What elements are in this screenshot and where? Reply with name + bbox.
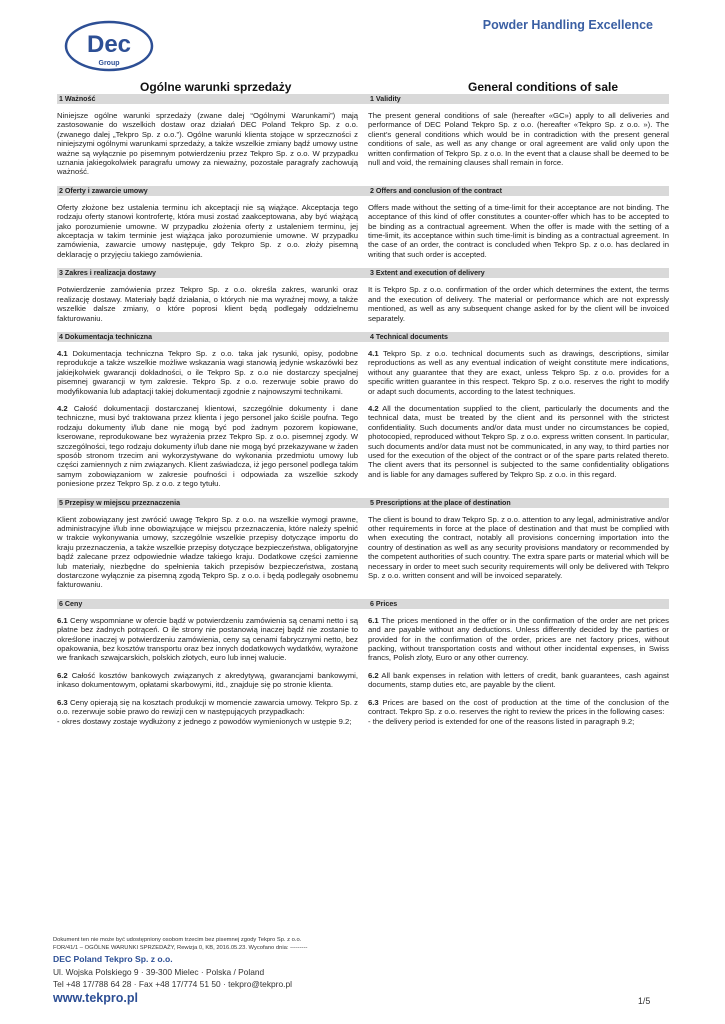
section-heading-en: 2 Offers and conclusion of the contract <box>370 186 503 195</box>
clause-paragraph: 4.1 Dokumentacja techniczna Tekpro Sp. z o.o. taka jak rysunki, opisy, podobne reprodukcje a także wszelkie możliwe wskazania wagi stanowią jedynie wskazówki bez jakiejkolwiek gwarancji dokładności, o ile Tekpro Sp. z o.o nie dostarczy specjalnej pisemnej gwarancji w tym zakresie. Tekpro Sp. z o.o. rezerwuje sobie prawo do modyfikowania lub adaptacji takiej dokumentacji zgodnie z najnowszymi technikami. <box>57 348 358 396</box>
section-heading-en: 4 Technical documents <box>370 332 448 341</box>
clause-paragraph: 6.1 The prices mentioned in the offer or in the confirmation of the order are net prices and are payable without any deductions. Unless differently decided by the parties or provided for in the confirmation of the order, prices are net factory prices, without packing, without transportation costs and without other incidental expenses, in Swiss francs, Polish zloty, Euro or any other currency. <box>368 615 669 663</box>
section-text-en <box>368 349 669 489</box>
section-text-pl <box>57 349 358 489</box>
section-heading-pl: 2 Oferty i zawarcie umowy <box>59 186 148 195</box>
section-heading-pl: 1 Ważność <box>59 95 96 103</box>
section-text-pl <box>57 515 358 590</box>
section-heading-en: 5 Prescriptions at the place of destination <box>370 498 511 507</box>
section-header-row <box>57 94 669 104</box>
section-text-pl <box>57 616 358 726</box>
section-heading-en: 1 Validity <box>370 95 401 103</box>
section-text-en <box>368 285 669 323</box>
clause-paragraph: 6.1 Ceny wspomniane w ofercie bądź w potwierdzeniu zamówienia są cenami netto i są płatne bez żadnych potrąceń. O ile strony nie postanowią inaczej bądź nie zostanie to określone inaczej w potwierdzeniu zamówienia, ceny są cenami fabrycznymi netto, bez opakowania, bez kosztów transportu oraz bez innych dodatkowych wydatków, wyrażone we frankach szwajcarskich, polskich złotych, euro lub innej walucie. <box>57 615 358 663</box>
website-link[interactable]: www.tekpro.pl <box>53 991 138 1005</box>
clause-number: 6.3 <box>368 697 379 707</box>
section-body-row <box>57 349 669 489</box>
company-address: Ul. Wojska Polskiego 9 · 39-300 Mielec · Polska / Poland <box>53 967 265 977</box>
section-text-en <box>368 515 669 590</box>
clause-paragraph: Potwierdzenie zamówienia przez Tekpro Sp. z o.o. określa zakres, warunki oraz realizację dostawy. Materiały bądź działania, o których nie ma wyraźnej mowy, a także wszelkie dalsze zmiany, o które poprosi klient będą podlegały oddzielnemu fakturowaniu. <box>57 285 358 323</box>
footer-notes <box>53 936 453 952</box>
clause-paragraph: Offers made without the setting of a time-limit for their acceptance are not binding. The acceptance of this kind of offer constitutes a counter-offer which has to be accepted to be binding as a contractual agreement. When the offer is made with the setting of a time-limit, its acceptance within such time-limit is binding as a contractual agreement. In the case of an order, the contract is concluded when Tekpro Sp. z o.o. has declared in writing that such order is accepted. <box>368 202 669 259</box>
section-text-pl <box>57 203 358 259</box>
clause-paragraph: 6.3 Ceny opierają się na kosztach produkcji w momencie zawarcia umowy. Tekpro Sp. z o.o. rezerwuje sobie prawo do rewizji cen w następujących przypadkach: - okres dostawy zostaje wydłużony z jednego z powodów wymienionych w ustępie 9.2; <box>57 697 358 726</box>
clause-paragraph: It is Tekpro Sp. z o.o. confirmation of the order which determines the extent, the terms and the execution of delivery. The material or performance which are not expressly mentioned, as well as any subsequent change asked for by the client will be invoiced separately. <box>368 285 669 323</box>
clause-paragraph: The client is bound to draw Tekpro Sp. z o.o. attention to any legal, administrative and/or other requirements in force at the place of destination and that must be complied with when executing the contract, notably all provisions concerning importation into the country of destination as well as any security provisions mandatory or recommended by the competent authorities of such country. The extra spare parts or material which will be necessary in order to meet such security requirements will only be delivered with Tekpro Sp. z o.o. written consent and will be invoiced separately. <box>368 514 669 581</box>
title-english: General conditions of sale <box>468 80 619 94</box>
section-header-row <box>57 268 669 278</box>
title-polish: Ogólne warunki sprzedaży <box>140 80 292 94</box>
clause-number: 6.1 <box>57 615 68 625</box>
clause-paragraph: Niniejsze ogólne warunki sprzedaży (zwane dalej “Ogólnymi Warunkami”) mają zastosowanie do wszelkich dostaw oraz działań DEC Poland Tekpro Sp. z o.o. (zwanego dalej „Tekpro Sp. z o.o.”). Ogólne warunki klienta stojące w sprzeczności z niniejszymi ogólnymi warunkami sprzedaży, a także wszelkie zmiany bądź umowy ustne ważne są wyłącznie po pisemnym potwierdzeniu przez Tekpro Sp. z o.o. W przypadku uznania jakiegokolwiek paragrafu umowy za nieważny, pozostałe paragrafy zachowują ważność. <box>57 111 358 177</box>
section-header-row <box>57 332 669 342</box>
section-body-row <box>57 515 669 590</box>
clause-paragraph: 6.2 Całość kosztów bankowych związanych z akredytywą, gwarancjami bankowymi, inkaso dokumentowym, opłatami skarbowymi, itd., znajduje się po stronie klienta. <box>57 670 358 690</box>
footer-note-confidential: Dokument ten nie może być udostępniony osobom trzecim bez pisemnej zgody Tekpro Sp. z o.o. <box>53 937 302 943</box>
clause-number: 6.2 <box>368 670 379 680</box>
clause-paragraph: Oferty złożone bez ustalenia terminu ich akceptacji nie są wiążące. Akceptacja tego rodzaju oferty stanowi kontrofertę, która musi zostać zaakceptowana, aby być wiążącą jako porozumienie umowne. W przypadku złożenia oferty z ustaleniem terminu, jej akceptacja w takim terminie jest wiążąca jako porozumienie umowne. W przypadku zamówienia, zawarcie umowy następuje, gdy Tekpro Sp. z o.o. złoży pisemną deklarację o przyjęciu takiego zamówienia. <box>57 202 358 259</box>
clause-paragraph: 4.2 Całość dokumentacji dostarczanej klientowi, szczególnie dokumenty i dane techniczne, musi być traktowana przez klienta i jego personel jako ściśle poufna. Tego rodzaju dokumenty i/lub dane nie mogą być pod żadnym pozorem kopiowane, kserowane, reprodukowane bez wyrażenia przez Tekpro Sp. z o.o. pisemnej zgody. W szczególności, tego rodzaju dokumenty i/lub dane nie mogą być przekazywane w żaden sposób stronom trzecim ani wykorzystywane do wykonania przedmiotu umowy lub części zamiennych z nim związanych. Klient zaświadcza, iż jego personel podlega takim samym zobowiązaniom w zakresie poufności i odpowiada za wszelkie szkody poniesione przez Tekpro Sp. z o.o. z tego tytułu. <box>57 403 358 489</box>
section-text-pl <box>57 285 358 323</box>
clause-paragraph: 4.1 Tekpro Sp. z o.o. technical documents such as drawings, descriptions, similar reproductions as well as any eventual indication of weight constitute mere indications, without any guarantee that they are exact, unless Tekpro Sp. z o.o. provides for a specific written guarantee in this respect. Tekpro Sp. z o.o. reserves the right to modify or adapt such documents, according to the latest techniques. <box>368 348 669 396</box>
section-text-en <box>368 203 669 259</box>
company-name: DEC Poland Tekpro Sp. z o.o. <box>53 954 173 964</box>
clause-number: 4.1 <box>57 348 68 358</box>
svg-text:Dec: Dec <box>86 31 132 58</box>
section-body-row <box>57 111 669 177</box>
section-heading-en: 6 Prices <box>370 599 398 608</box>
conditions-columns <box>57 94 669 735</box>
clause-number: 6.2 <box>57 670 68 680</box>
section-heading-pl: 4 Dokumentacja techniczna <box>59 332 153 341</box>
section-body-row <box>57 616 669 726</box>
footer-note-revision: FOR/41/1 – OGÓLNE WARUNKI SPRZEDAŻY, Rewizja 0, KB, 2016.05.23. Wycofano dnia: --------- <box>53 945 308 951</box>
section-heading-en: 3 Extent and execution of delivery <box>370 269 485 278</box>
dec-group-logo <box>62 18 157 74</box>
company-contact: Tel +48 17/788 64 28 · Fax +48 17/774 51 50 · tekpro@tekpro.pl <box>53 979 292 989</box>
clause-number: 4.2 <box>57 403 68 413</box>
section-heading-pl: 6 Ceny <box>59 599 83 608</box>
section-heading-pl: 5 Przepisy w miejscu przeznaczenia <box>59 498 181 507</box>
clause-paragraph: The present general conditions of sale (hereafter «GC») apply to all deliveries and performance of DEC Poland Tekpro Sp. z o.o. (hereafter «Tekpro Sp. z o.o. »). The client's general conditions which would be in contradiction with the present general conditions of sale, as well as any change or oral agreement are valid only upon the written confirmation of Tekpro Sp. z o.o. In the event that a clause shall be deemed to be null and void, the remaining clauses shall remain in force. <box>368 111 669 168</box>
svg-text:Group: Group <box>98 60 120 67</box>
tagline: Powder Handling Excellence <box>482 18 653 32</box>
section-header-row <box>57 498 669 508</box>
clause-number: 4.2 <box>368 403 379 413</box>
section-header-row <box>57 186 669 196</box>
clause-paragraph: 4.2 All the documentation supplied to the client, particularly the documents and the technical data, must be treated by the client and its personnel with the strictest confidentiality. Such documents and/or data must under no circumstances be copied, photocopied, reproduced without Tekpro Sp. z o.o. express written consent. In particular, such documents and/or data must not be communicated, in any way, to third parties nor used for the execution of the object of the contract or of the spare parts related thereto. The client avers that its personnel is subjected to the same confidentiality obligations and is liable for any damages suffered by Tekpro Sp. z o.o. in this regard. <box>368 403 669 479</box>
clause-paragraph: 6.3 Prices are based on the cost of production at the time of the conclusion of the contract. Tekpro Sp. z o.o. reserves the right to review the prices in the following cases: - the delivery period is extended for one of the reasons listed in paragraph 9.2; <box>368 697 669 726</box>
clause-paragraph: 6.2 All bank expenses in relation with letters of credit, bank guarantees, cash against documents, stamp duties etc, are payable by the client. <box>368 670 669 690</box>
section-text-en <box>368 111 669 177</box>
clause-number: 6.1 <box>368 615 379 625</box>
clause-number: 6.3 <box>57 697 68 707</box>
page-number: 1/5 <box>638 996 651 1006</box>
section-text-en <box>368 616 669 726</box>
clause-number: 4.1 <box>368 348 379 358</box>
section-heading-pl: 3 Zakres i realizacja dostawy <box>59 269 157 278</box>
section-header-row <box>57 599 669 609</box>
section-text-pl <box>57 111 358 177</box>
clause-paragraph: Klient zobowiązany jest zwrócić uwagę Tekpro Sp. z o.o. na wszelkie wymogi prawne, administracyjne i/lub inne obowiązujące w miejscu przeznaczenia, które należy spełnić w trakcie wykonywania umowy, szczególnie wszelkie przepisy dotyczące importu do kraju przeznaczenia, a także wszelkie przepisy dotyczące bezpieczeństwa, obligatoryjne bądź zalecane przez odpowiednie władze takiego kraju. Dodatkowe części zamienne lub materiały, niezbędne do spełnienia takich przepisów bezpieczeństwa, zostaną dostarczone wyłącznie za pisemną zgodą Tekpro Sp. z o.o. i będą podlegały osobnemu fakturowaniu. <box>57 514 358 590</box>
section-body-row <box>57 203 669 259</box>
section-body-row <box>57 285 669 323</box>
